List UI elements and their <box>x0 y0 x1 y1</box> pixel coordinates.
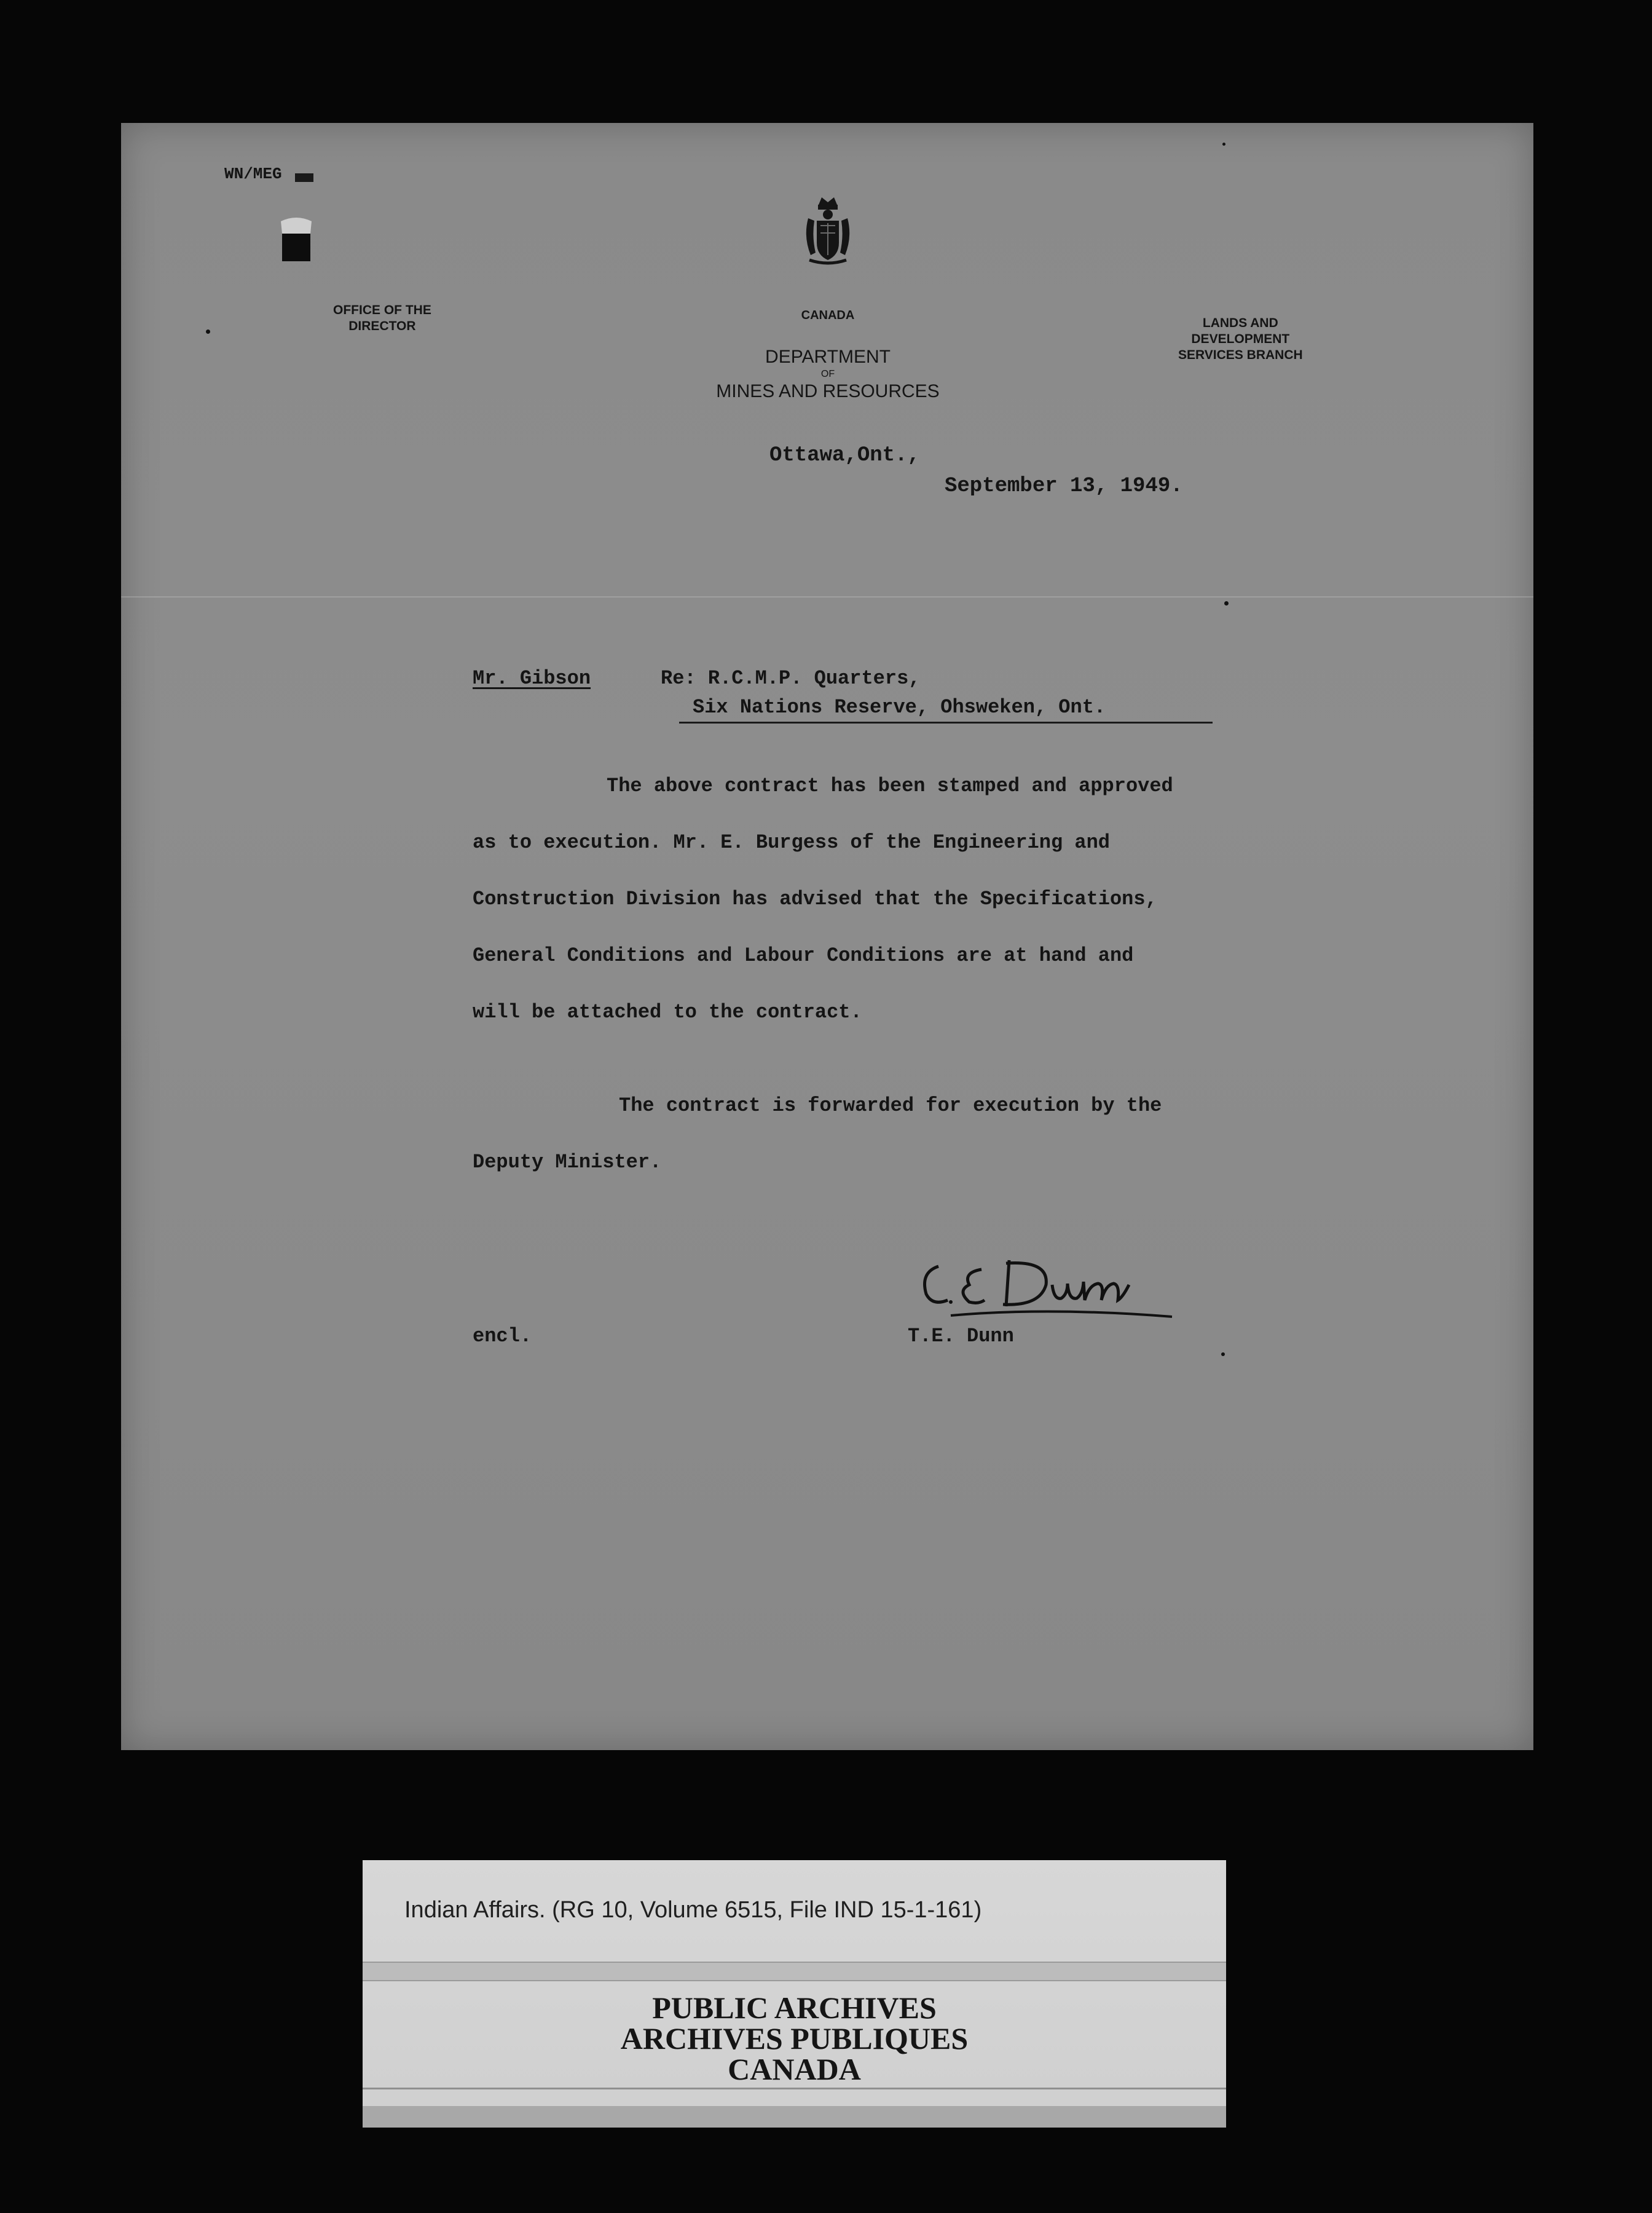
fold-crease <box>121 596 1533 598</box>
body-line: General Conditions and Labour Conditions are at hand and <box>473 944 1134 967</box>
letter-sheet <box>121 123 1533 1750</box>
label-divider <box>363 1962 1226 1981</box>
body-line: Deputy Minister. <box>473 1151 662 1174</box>
handwritten-signature <box>914 1248 1184 1322</box>
place: Ottawa,Ont., <box>769 444 920 467</box>
body-line: The above contract has been stamped and approved <box>607 775 1173 797</box>
speck <box>1221 1352 1225 1356</box>
department-heading: DEPARTMENT OF MINES AND RESOURCES <box>716 347 940 401</box>
speck <box>1224 601 1229 606</box>
body-line: Construction Division has advised that the Specifications, <box>473 888 1157 910</box>
branch-heading: LANDS AND DEVELOPMENT SERVICES BRANCH <box>1178 316 1303 362</box>
enclosure-note: encl. <box>473 1325 532 1347</box>
coat-of-arms-icon <box>797 194 859 267</box>
archive-citation: Indian Affairs. (RG 10, Volume 6515, File IND 15-1-161) <box>404 1897 982 1923</box>
archive-stamp: PUBLIC ARCHIVES ARCHIVES PUBLIQUES CANADA <box>620 1990 969 2086</box>
letterhead-country: CANADA <box>801 309 855 322</box>
office-heading: OFFICE OF THE DIRECTOR <box>333 303 431 333</box>
file-reference: WN/MEG <box>224 165 282 183</box>
subject-line-2: Six Nations Reserve, Ohsweken, Ont. <box>693 696 1106 719</box>
clip-mark <box>275 215 318 264</box>
body-line: will be attached to the contract. <box>473 1001 862 1024</box>
addressee: Mr. Gibson <box>473 667 591 690</box>
label-bottom-strip <box>363 2106 1226 2128</box>
subject-line-1: Re: R.C.M.P. Quarters, <box>661 667 921 690</box>
speck <box>206 329 210 334</box>
signatory-name: T.E. Dunn <box>908 1325 1014 1347</box>
speck <box>1222 143 1225 146</box>
label-rule <box>363 2088 1226 2089</box>
letter-date: September 13, 1949. <box>945 475 1183 498</box>
body-line: The contract is forwarded for execution by the <box>619 1094 1162 1117</box>
subject-underline <box>679 722 1213 724</box>
body-line: as to execution. Mr. E. Burgess of the Engineering and <box>473 831 1110 854</box>
archive-label <box>363 1860 1226 2128</box>
